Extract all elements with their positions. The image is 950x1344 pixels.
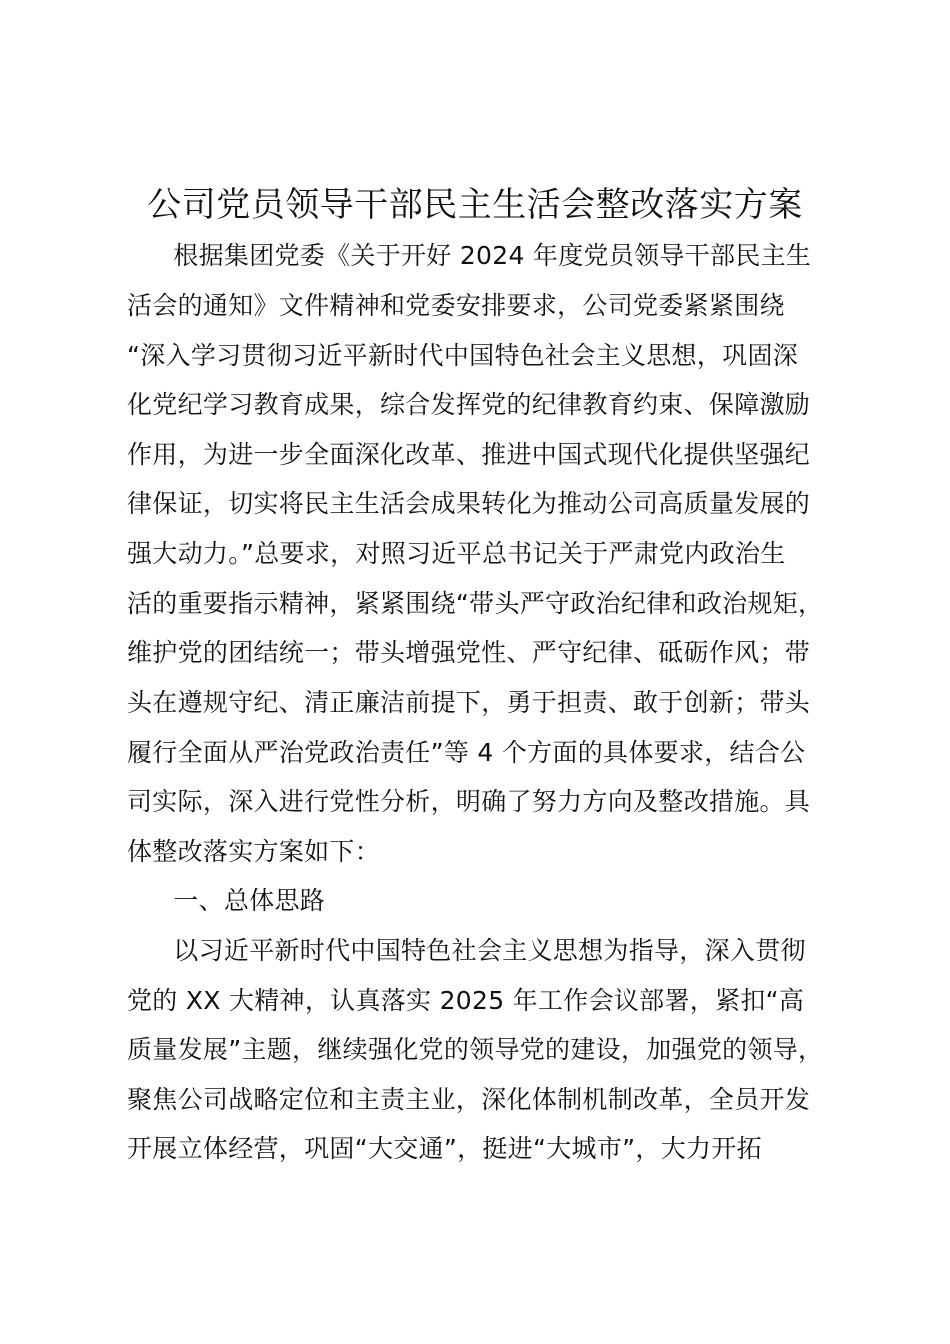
paragraph-line: 根据集团党委《关于开好 2024 年度党员领导干部民主生 [148,241,812,270]
paragraph-line: 以习近平新时代中国特色社会主义思想为指导，深入贯彻 [148,936,806,965]
paragraph-line: “深入学习贯彻习近平新时代中国特色社会主义思想，巩固深 [127,341,799,370]
paragraph-line: 党的 XX 大精神，认真落实 2025 年工作会议部署，紧扣“高 [127,986,805,1015]
paragraph-line: 律保证，切实将民主生活会成果转化为推动公司高质量发展的 [127,489,811,518]
document-title: 公司党员领导干部民主生活会整改落实方案 [147,185,803,225]
paragraph-line: 维护党的团结统一；带头增强党性、严守纪律、砥砺作风；带 [127,638,811,667]
paragraph-line: 头在遵规守纪、清正廉洁前提下，勇于担责、敢于创新；带头 [127,688,811,717]
paragraph-line: 质量发展”主题，继续强化党的领导党的建设，加强党的领导， [127,1035,824,1064]
paragraph-line: 开展立体经营，巩固“大交通”，挺进“大城市”，大力开拓 [127,1134,762,1163]
paragraph-line: 司实际，深入进行党性分析，明确了努力方向及整改措施。具 [127,787,811,816]
paragraph-line: 履行全面从严治党政治责任”等 4 个方面的具体要求，结合公 [127,738,806,767]
paragraph-line: 活会的通知》文件精神和党委安排要求，公司党委紧紧围绕 [127,291,785,320]
section-heading: 一、总体思路 [148,886,326,915]
paragraph-line: 体整改落实方案如下： [127,837,381,866]
paragraph-line: 强大动力。”总要求，对照习近平总书记关于严肃党内政治生 [127,539,786,568]
paragraph-line: 化党纪学习教育成果，综合发挥党的纪律教育约束、保障激励 [127,390,811,419]
paragraph-line: 聚焦公司战略定位和主责主业，深化体制机制改革，全员开发 [127,1085,811,1114]
paragraph-line: 活的重要指示精神，紧紧围绕“带头严守政治纪律和政治规矩， [127,589,824,618]
paragraph-line: 作用，为进一步全面深化改革、推进中国式现代化提供坚强纪 [127,440,811,469]
